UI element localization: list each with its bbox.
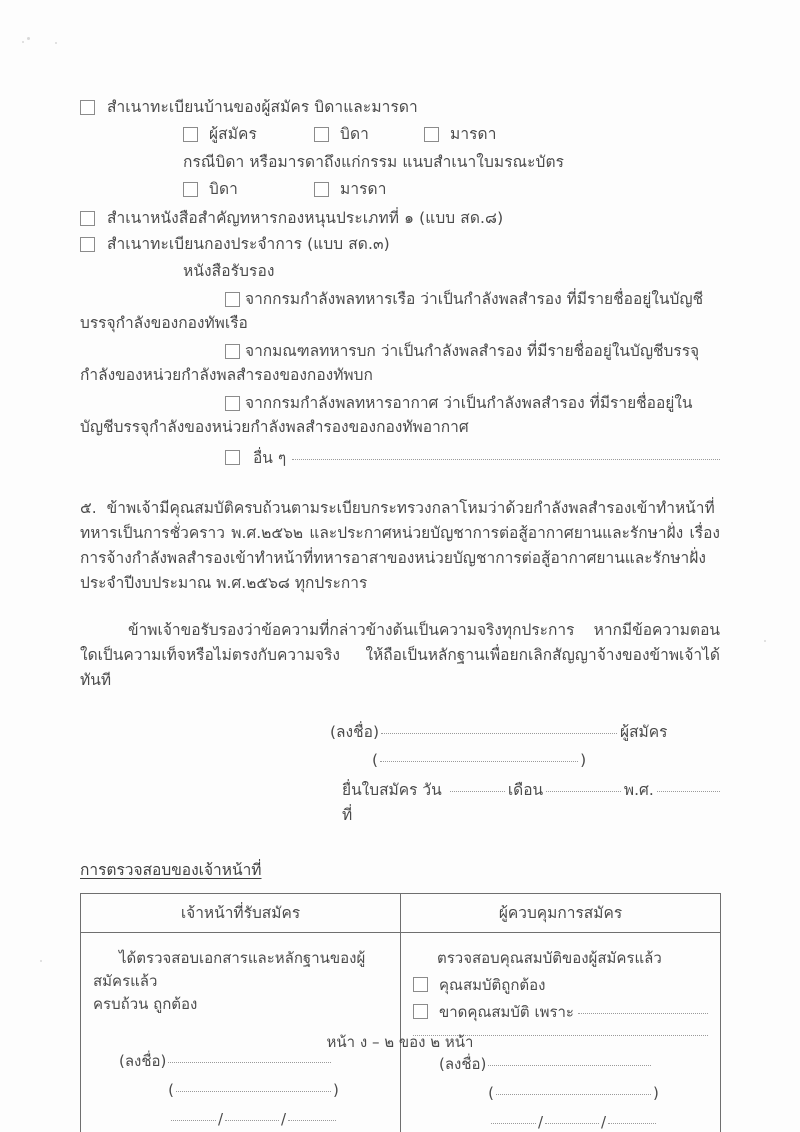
certificate-item-airforce[interactable] <box>80 392 720 439</box>
signature-date-row <box>93 1108 388 1131</box>
clause-number: ๕. <box>80 499 97 517</box>
date-separator: / <box>537 1113 543 1131</box>
death-case-note: กรณีบิดา หรือมารดาถึงแก่กรรม แนบสำเนาใบมรณะบัตร <box>183 153 565 171</box>
suboption-label: บิดา <box>340 125 369 143</box>
page-footer: หน้า ง – ๒ ของ ๒ หน้า <box>326 1033 474 1051</box>
paren-open: ( <box>488 1084 494 1102</box>
checkbox-icon[interactable] <box>80 100 95 115</box>
day-input-line[interactable] <box>491 1123 536 1124</box>
affirmation-paragraph: ข้าพเจ้าขอรับรองว่าข้อความที่กล่าวข้างต้นเป็นความจริงทุกประการ หากมีข้อความตอนใดเป็นความเท็จหรือไม่ตรงกับความจริง ให้ถือเป็นหลักฐานเพื่อยกเลิกสัญญาจ้างของข้าพเจ้าได้ทันที <box>80 621 720 689</box>
deathcase-option-label: บิดา <box>209 180 238 198</box>
checkbox-icon[interactable] <box>80 211 95 226</box>
certificate-item-army[interactable] <box>80 340 720 387</box>
signature-date-row <box>413 1111 708 1132</box>
checkbox-icon[interactable] <box>314 182 329 197</box>
receiving-officer-line2: ครบถ้วน ถูกต้อง <box>93 995 198 1013</box>
year-input-line[interactable] <box>657 791 720 792</box>
other-input-line[interactable] <box>292 459 720 460</box>
signature-input-line[interactable] <box>168 1062 331 1063</box>
signature-input-line[interactable] <box>381 733 617 734</box>
suboption-label: ผู้สมัคร <box>209 125 257 143</box>
checkbox-icon[interactable] <box>225 344 240 359</box>
signature-role-label: ผู้สมัคร <box>620 723 668 741</box>
suboption-mother[interactable] <box>424 123 497 146</box>
qualification-option-label: ขาดคุณสมบัติ เพราะ <box>439 1003 574 1021</box>
column-header-receiving-officer: เจ้าหน้าที่รับสมัคร <box>81 894 401 933</box>
year-label: พ.ศ. <box>623 781 654 799</box>
applicant-signature-block <box>80 719 720 827</box>
date-separator: / <box>217 1110 223 1128</box>
table-header-row <box>81 894 721 933</box>
submit-date-label: ยื่นใบสมัคร วันที่ <box>342 781 442 824</box>
signature-name-input-line[interactable] <box>380 761 578 762</box>
qualification-option-disqualified[interactable] <box>413 1001 708 1024</box>
paren-close: ) <box>653 1084 659 1102</box>
supervising-officer-lead: ตรวจสอบคุณสมบัติของผู้สมัครแล้ว <box>437 949 662 967</box>
day-input-line[interactable] <box>171 1120 216 1121</box>
attachment-suboptions-row <box>80 123 720 146</box>
scan-speckle <box>55 42 57 44</box>
paren-close: ) <box>580 751 587 769</box>
year-input-line[interactable] <box>288 1120 336 1121</box>
month-input-line[interactable] <box>545 1123 599 1124</box>
attachment-item-reserve-certificate[interactable] <box>80 207 720 230</box>
month-input-line[interactable] <box>225 1120 279 1121</box>
signature-name-row <box>413 1082 708 1105</box>
suboption-label: มารดา <box>450 125 497 143</box>
checkbox-icon[interactable] <box>183 127 198 142</box>
certificate-item-other[interactable] <box>80 445 720 470</box>
year-input-line[interactable] <box>608 1123 656 1124</box>
scan-speckle <box>40 960 42 962</box>
disqualification-reason-line[interactable] <box>578 1013 708 1014</box>
paren-close: ) <box>333 1081 339 1099</box>
attachment-label: สำเนาทะเบียนบ้านของผู้สมัคร บิดาและมารดา <box>107 98 418 116</box>
receiving-officer-line1: ได้ตรวจสอบเอกสารและหลักฐานของผู้สมัครแล้ว <box>93 949 366 990</box>
signature-label: (ลงชื่อ) <box>330 723 379 741</box>
checkbox-icon[interactable] <box>424 127 439 142</box>
qualification-option-qualified[interactable] <box>413 974 708 997</box>
signature-label: (ลงชื่อ) <box>439 1055 487 1073</box>
death-case-options-row <box>80 178 720 201</box>
certificate-label: จากกรมกำลังพลทหารเรือ ว่าเป็นกำลังพลสำรอง ที่มีรายชื่ออยู่ในบัญชีบรรจุกำลังของกองทัพเรือ <box>80 290 704 332</box>
certificate-other-label: อื่น ๆ <box>253 449 287 467</box>
certificates-heading: หนังสือรับรอง <box>183 262 275 280</box>
document-body <box>80 96 720 1132</box>
certificate-label: จากมณฑลทหารบก ว่าเป็นกำลังพลสำรอง ที่มีรายชื่ออยู่ในบัญชีบรรจุกำลังของหน่วยกำลังพลสำรองของกองทัพบก <box>80 342 700 384</box>
attachment-label: สำเนาทะเบียนกองประจำการ (แบบ สด.๓) <box>107 235 390 253</box>
certificate-label: จากกรมกำลังพลทหารอากาศ ว่าเป็นกำลังพลสำรอง ที่มีรายชื่ออยู่ในบัญชีบรรจุกำลังของหน่วยกำลังพลสำรองของกองทัพอากาศ <box>80 394 693 436</box>
qualification-option-label: คุณสมบัติถูกต้อง <box>439 976 546 994</box>
date-separator: / <box>601 1113 607 1131</box>
attachment-label: สำเนาหนังสือสำคัญทหารกองหนุนประเภทที่ ๑ (แบบ สด.๘) <box>107 209 504 227</box>
scan-speckle <box>27 37 30 40</box>
certificate-item-navy[interactable] <box>80 288 720 335</box>
attachment-item-service-registration[interactable] <box>80 233 720 256</box>
clause-five <box>80 496 720 596</box>
month-label: เดือน <box>507 781 544 799</box>
paren-open: ( <box>168 1081 174 1099</box>
deathcase-option-mother[interactable] <box>314 178 387 201</box>
checkbox-icon[interactable] <box>413 1004 428 1019</box>
receiving-officer-signature-block <box>93 1050 388 1131</box>
checkbox-icon[interactable] <box>413 977 428 992</box>
signature-name-input-line[interactable] <box>176 1091 331 1092</box>
signature-name-input-line[interactable] <box>496 1094 651 1095</box>
checkbox-icon[interactable] <box>183 182 198 197</box>
suboption-father[interactable] <box>314 123 424 146</box>
month-input-line[interactable] <box>546 791 621 792</box>
deathcase-option-father[interactable] <box>183 178 314 201</box>
signature-name-row <box>80 751 720 769</box>
clause-text: ข้าพเจ้ามีคุณสมบัติครบถ้วนตามระเบียบกระทรวงกลาโหมว่าด้วยกำลังพลสำรองเข้าทำหน้าที่ทหารเป็นการชั่วคราว พ.ศ.๒๕๖๒ และประกาศหน่วยบัญชาการต่อสู้อากาศยานและรักษาฝั่ง เรื่อง การจ้างกำลังพลสำรองเข้าทำหน้าที่ทหารอาสาของหน่วยบัญชาการต่อสู้อากาศยานและรักษาฝั่ง ประจำปีงบประมาณ พ.ศ.๒๕๖๘ ทุกประการ <box>80 499 720 592</box>
day-input-line[interactable] <box>450 791 505 792</box>
signature-name-row <box>93 1079 388 1102</box>
date-separator: / <box>281 1110 287 1128</box>
suboption-applicant[interactable] <box>183 123 314 146</box>
supervising-officer-signature-block <box>413 1053 708 1132</box>
checkbox-icon[interactable] <box>225 396 240 411</box>
signature-line-row <box>80 719 720 744</box>
paren-open: ( <box>372 751 379 769</box>
signature-line-row <box>413 1053 708 1076</box>
checkbox-icon[interactable] <box>225 450 240 465</box>
officer-section-heading: การตรวจสอบของเจ้าหน้าที่ <box>80 861 262 879</box>
attachment-item-house-registration[interactable] <box>80 96 720 119</box>
signature-input-line[interactable] <box>488 1065 651 1066</box>
submit-date-row <box>80 777 720 827</box>
officer-verification-table <box>80 893 721 1132</box>
column-header-supervising-officer: ผู้ควบคุมการสมัคร <box>401 894 721 933</box>
scan-speckle <box>22 41 24 43</box>
checkbox-icon[interactable] <box>314 127 329 142</box>
checkbox-icon[interactable] <box>80 237 95 252</box>
checkbox-icon[interactable] <box>225 292 240 307</box>
deathcase-option-label: มารดา <box>340 180 387 198</box>
certificates-list <box>80 288 720 439</box>
scan-speckle <box>764 640 766 642</box>
signature-label: (ลงชื่อ) <box>119 1052 167 1070</box>
